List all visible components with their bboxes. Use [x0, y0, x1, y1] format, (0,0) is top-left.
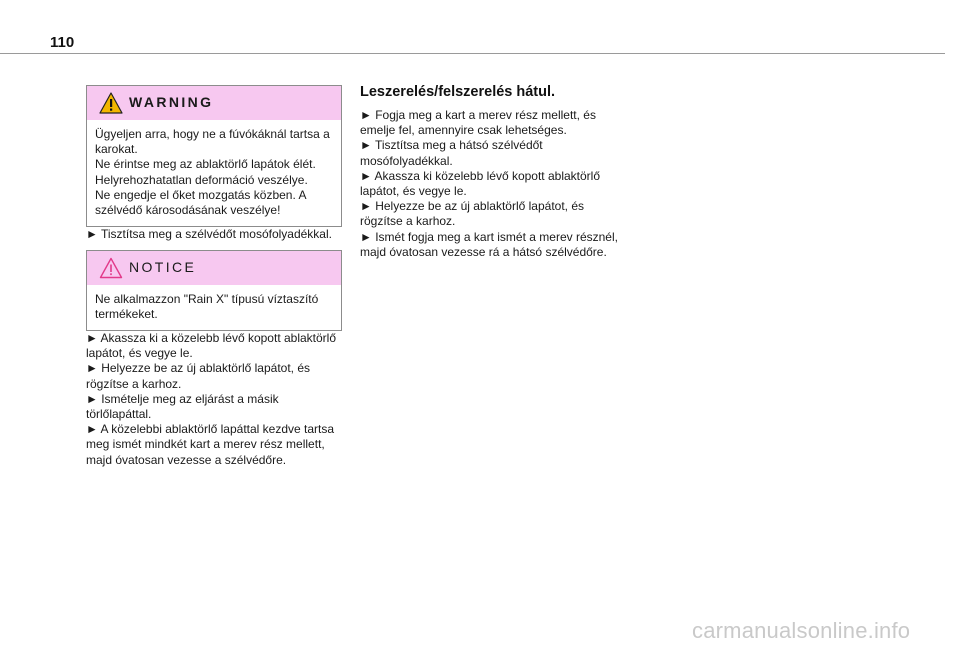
step-line: ► Fogja meg a kart a merev rész mellett, és [360, 108, 596, 122]
warning-line: Ne érintse meg az ablaktörlő lapátok élét. [95, 157, 316, 172]
warning-body [87, 120, 341, 226]
step-line: ► Tisztítsa meg a szélvédőt mosófolyadékkal. [86, 227, 332, 241]
notice-line: termékeket. [95, 307, 158, 322]
header-divider [0, 53, 945, 54]
notice-title: NOTICE [129, 259, 197, 275]
notice-box [86, 250, 342, 331]
step-line: ► Tisztítsa meg a hátsó szélvédőt [360, 138, 543, 153]
step-line: lapátot, és vegye le. [360, 184, 467, 199]
notice-header [87, 251, 341, 285]
replacement-steps [86, 331, 336, 468]
step-line: ► Ismét fogja meg a kart ismét a merev résznél, [360, 229, 618, 244]
warning-box [86, 85, 342, 227]
warning-header [87, 86, 341, 120]
warning-line: Helyrehozhatatlan deformáció veszélye. [95, 172, 308, 187]
page-number: 110 [50, 34, 75, 51]
step-line: rögzítse a karhoz. [86, 376, 182, 391]
notice-body [87, 285, 341, 330]
step-line: ► Ismételje meg az eljárást a másik [86, 391, 279, 406]
step-line: ► Akassza ki közelebb lévő kopott ablaktörlő [360, 168, 601, 183]
step-line: meg ismét mindkét kart a merev rész mellett, [86, 437, 325, 452]
step-line: emelje fel, amennyire csak lehetséges. [360, 123, 567, 138]
watermark: carmanualsonline.info [692, 618, 911, 643]
clean-windscreen-step [86, 227, 332, 242]
step-line: lapátot, és vegye le. [86, 346, 193, 361]
warning-triangle-icon [99, 92, 123, 114]
section-title: Leszerelés/felszerelés hátul. [360, 84, 556, 100]
step-line: majd óvatosan vezesse rá a hátsó szélvédőre. [360, 244, 607, 259]
rear-wiper-steps [360, 108, 618, 260]
warning-line: Ne engedje el őket mozgatás közben. A [95, 187, 307, 202]
step-line: ► Helyezze be az új ablaktörlő lapátot, és [360, 199, 584, 214]
step-line: majd óvatosan vezesse a szélvédőre. [86, 452, 287, 467]
step-line: ► Akassza ki a közelebb lévő kopott ablaktörlő [86, 331, 337, 345]
step-line: ► Helyezze be az új ablaktörlő lapátot, és [86, 361, 310, 376]
warning-line: Ügyeljen arra, hogy ne a fúvókáknál tartsa a [95, 127, 330, 141]
notice-triangle-icon [99, 257, 123, 279]
step-line: ► A közelebbi ablaktörlő lapáttal kezdve tartsa [86, 422, 335, 437]
notice-line: Ne alkalmazzon "Rain X" típusú víztaszító [95, 292, 319, 306]
step-line: törlőlapáttal. [86, 407, 152, 422]
step-line: rögzítse a karhoz. [360, 214, 456, 229]
warning-line: karokat. [95, 142, 138, 157]
step-line: mosófolyadékkal. [360, 153, 453, 168]
warning-line: szélvédő károsodásának veszélye! [95, 203, 281, 218]
warning-title: WARNING [129, 94, 214, 110]
